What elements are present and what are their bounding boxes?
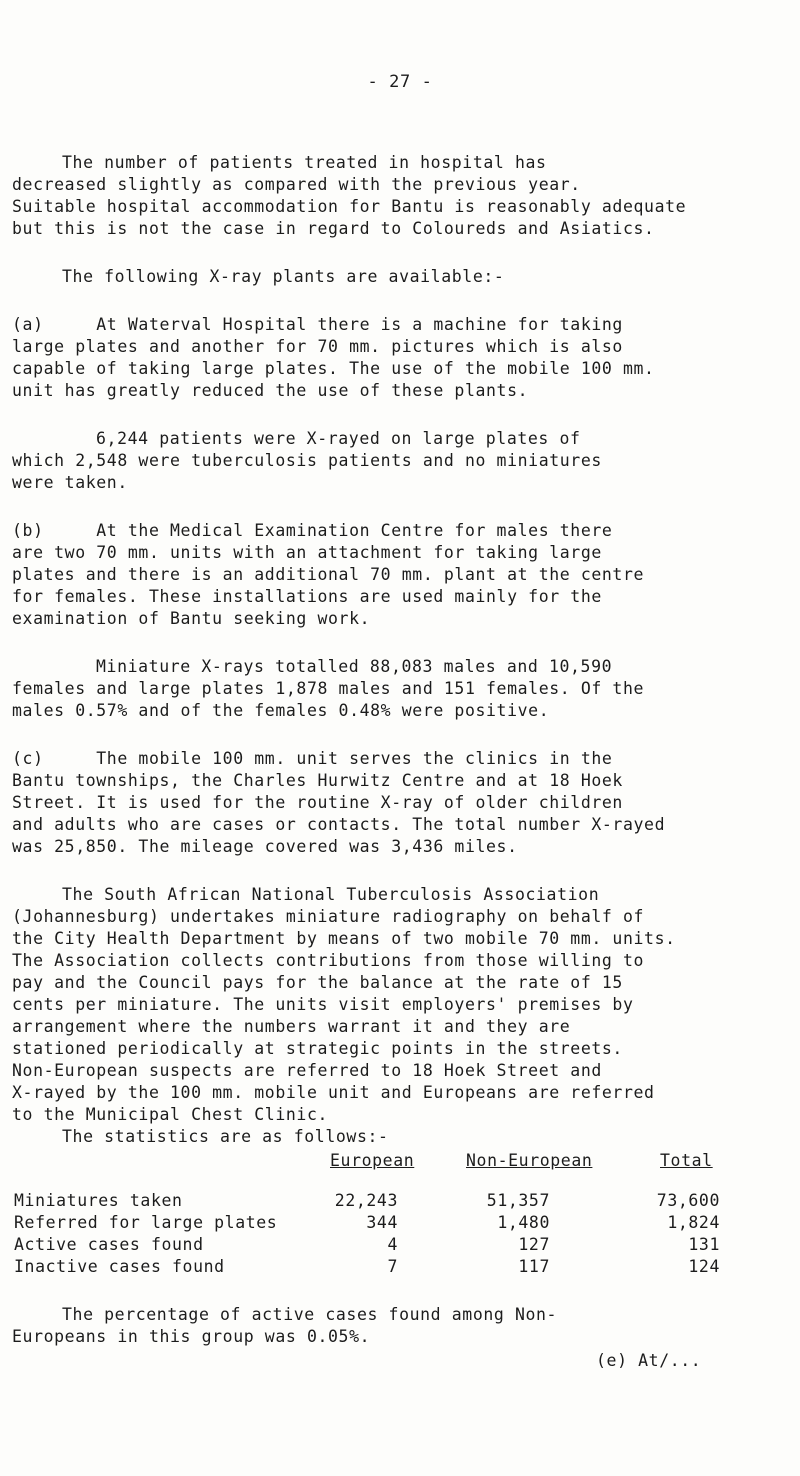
paragraph-line: Bantu townships, the Charles Hurwitz Centre and at 18 Hoek: [12, 771, 623, 790]
row-label: Referred for large plates: [14, 1213, 278, 1232]
paragraph-line: the City Health Department by means of two mobile 70 mm. units.: [12, 929, 676, 948]
paragraph-line: The percentage of active cases found among Non-: [62, 1305, 558, 1324]
cell-european: 344: [366, 1213, 398, 1232]
cell-non-european: 51,357: [486, 1191, 550, 1210]
paragraph-line: Street. It is used for the routine X-ray of older children: [12, 793, 623, 812]
paragraph-line: X-rayed by the 100 mm. mobile unit and Europeans are referred: [12, 1083, 655, 1102]
paragraph-line: decreased slightly as compared with the previous year.: [12, 175, 581, 194]
row-label: Active cases found: [14, 1235, 204, 1254]
paragraph-line: females and large plates 1,878 males and 151 females. Of the: [12, 679, 645, 698]
cell-total: 131: [688, 1235, 720, 1254]
cell-total: 124: [688, 1257, 720, 1276]
paragraph-line: Europeans in this group was 0.05%.: [12, 1327, 371, 1346]
paragraph-line: The Association collects contributions from those willing to: [12, 951, 645, 970]
paragraph-line: and adults who are cases or contacts. The total number X-rayed: [12, 815, 666, 834]
paragraph-line: are two 70 mm. units with an attachment for taking large: [12, 543, 602, 562]
cell-total: 73,600: [656, 1191, 720, 1210]
paragraph-line: were taken.: [12, 473, 128, 492]
paragraph-line: stationed periodically at strategic points in the streets.: [12, 1039, 623, 1058]
paragraph-line: was 25,850. The mileage covered was 3,436 miles.: [12, 837, 518, 856]
column-header-total: Total: [660, 1151, 713, 1170]
paragraph-line: which 2,548 were tuberculosis patients and no miniatures: [12, 451, 602, 470]
paragraph-line: (c) The mobile 100 mm. unit serves the clinics in the: [12, 749, 613, 768]
paragraph-line: (Johannesburg) undertakes miniature radiography on behalf of: [12, 907, 645, 926]
paragraph-line: cents per miniature. The units visit employers' premises by: [12, 995, 634, 1014]
paragraph-line: Miniature X-rays totalled 88,083 males and 10,590: [96, 657, 613, 676]
paragraph-line: Suitable hospital accommodation for Bantu is reasonably adequate: [12, 197, 687, 216]
paragraph-line: unit has greatly reduced the use of these plants.: [12, 381, 529, 400]
paragraph-line: large plates and another for 70 mm. pictures which is also: [12, 337, 623, 356]
cell-total: 1,824: [667, 1213, 720, 1232]
paragraph-line: pay and the Council pays for the balance at the rate of 15: [12, 973, 623, 992]
paragraph-line: The South African National Tuberculosis Association: [62, 885, 600, 904]
cell-european: 4: [387, 1235, 398, 1254]
paragraph-line: The statistics are as follows:-: [62, 1127, 389, 1146]
cell-european: 22,243: [334, 1191, 398, 1210]
row-label: Miniatures taken: [14, 1191, 183, 1210]
column-header-european: European: [330, 1151, 415, 1170]
paragraph-line: The number of patients treated in hospital has: [62, 153, 547, 172]
catchword: (e) At/...: [596, 1351, 702, 1370]
column-header-non-european: Non-European: [466, 1151, 593, 1170]
row-label: Inactive cases found: [14, 1257, 225, 1276]
paragraph-line: examination of Bantu seeking work.: [12, 609, 371, 628]
paragraph-line: The following X-ray plants are available:-: [62, 267, 505, 286]
paragraph-line: to the Municipal Chest Clinic.: [12, 1105, 329, 1124]
cell-non-european: 127: [518, 1235, 550, 1254]
paragraph-line: Non-European suspects are referred to 18 Hoek Street and: [12, 1061, 602, 1080]
paragraph-line: (b) At the Medical Examination Centre for males there: [12, 521, 613, 540]
paragraph-line: (a) At Waterval Hospital there is a machine for taking: [12, 315, 623, 334]
paragraph-line: capable of taking large plates. The use of the mobile 100 mm.: [12, 359, 655, 378]
paragraph-line: plates and there is an additional 70 mm. plant at the centre: [12, 565, 645, 584]
cell-non-european: 117: [518, 1257, 550, 1276]
page-number: - 27 -: [367, 72, 433, 92]
cell-european: 7: [387, 1257, 398, 1276]
cell-non-european: 1,480: [497, 1213, 550, 1232]
paragraph-line: arrangement where the numbers warrant it and they are: [12, 1017, 571, 1036]
paragraph-line: males 0.57% and of the females 0.48% were positive.: [12, 701, 550, 720]
paragraph-line: for females. These installations are used mainly for the: [12, 587, 602, 606]
paragraph-line: but this is not the case in regard to Coloureds and Asiatics.: [12, 219, 655, 238]
paragraph-line: 6,244 patients were X-rayed on large plates of: [96, 429, 581, 448]
